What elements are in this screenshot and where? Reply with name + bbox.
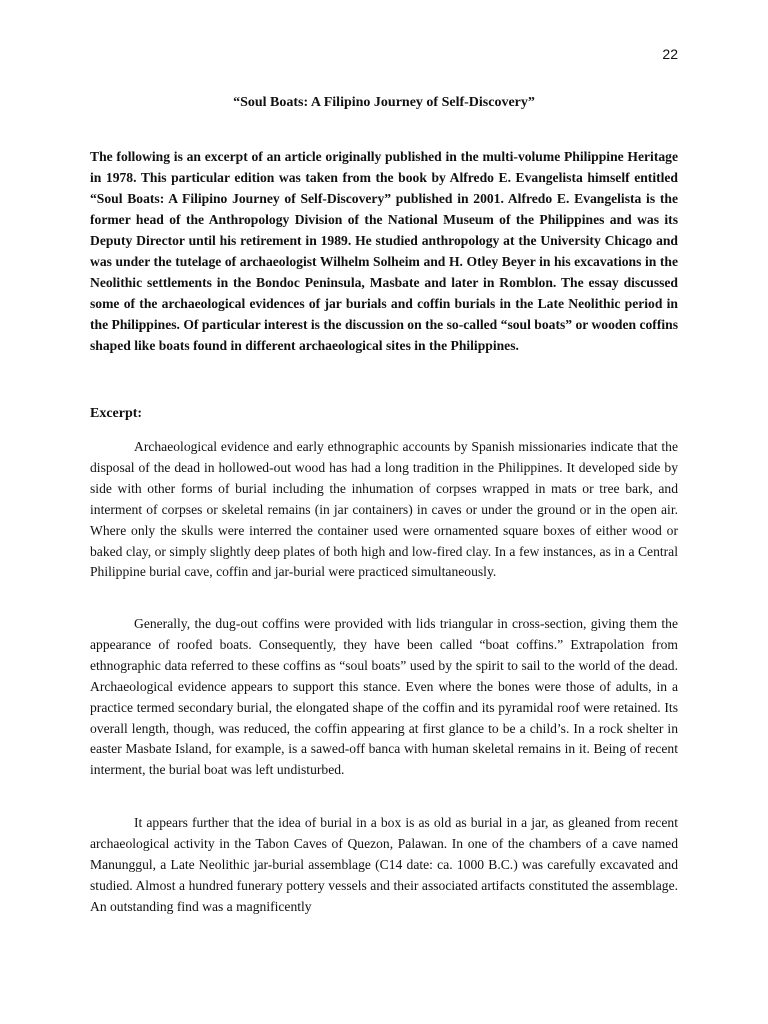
excerpt-paragraph-3: It appears further that the idea of burial in a box is as old as burial in a jar, as gleaned from recent archaeological activity in the Tabon Caves of Quezon, Palawan. In one of the chambers of a cave named Manunggul, a Late Neolithic jar-burial assemblage (C14 date: ca. 1000 B.C.) was carefully excavated and studied. Almost a hundred funerary pottery vessels and their associated artifacts constituted the assemblage. An outstanding find was a magnificently [90,815,678,914]
intro-paragraph: The following is an excerpt of an article originally published in the multi-volume Philippine Heritage in 1978. This particular edition was taken from the book by Alfredo E. Evangelista himself entitled “Soul Boats: A Filipino Journey of Self-Discovery” published in 2001. Alfredo E. Evangelista is the former head of the Anthropology Division of the National Museum of the Philippines and was its Deputy Director until his retirement in 1989. He studied anthropology at the University Chicago and was under the tutelage of archaeologist Wilhelm Solheim and H. Otley Beyer in his excavations in the Neolithic settlements in the Bondoc Peninsula, Masbate and later in Romblon. The essay discussed some of the archaeological evidences of jar burials and coffin burials in the Late Neolithic period in the Philippines. Of particular interest is the discussion on the so-called “soul boats” or wooden coffins shaped like boats found in different archaeological sites in the Philippines. [90,149,678,353]
excerpt-paragraph-1: Archaeological evidence and early ethnographic accounts by Spanish missionaries indicate that the disposal of the dead in hollowed-out wood has had a long tradition in the Philippines. It developed side by side with other forms of burial including the inhumation of corpses wrapped in mats or tree bark, and interment of corpses or skeletal remains (in jar containers) in caves or under the ground or in the open air. Where only the skulls were interred the container used were ornamented square boxes of either wood or baked clay, or simply slightly deep plates of both high and low-fired clay. In a few instances, as in a Central Philippine burial cave, coffin and jar-burial were practiced simultaneously. [90,439,678,580]
excerpt-paragraph-2: Generally, the dug-out coffins were provided with lids triangular in cross-section, giving them the appearance of roofed boats. Consequently, they have been called “boat coffins.” Extrapolation from ethnographic data referred to these coffins as “soul boats” used by the spirit to sail to the world of the dead. Archaeological evidence appears to support this stance. Even where the bones were those of adults, in a practice termed secondary burial, the elongated shape of the coffin and its pyramidal roof were retained. Its overall length, though, was reduced, the coffin appearing at first glance to be a child’s. In a rock shelter in easter Masbate Island, for example, is a sawed-off banca with human skeletal remains in it. Being of recent interment, the burial boat was left undisturbed. [90,616,678,778]
page-number: 22 [662,46,678,62]
excerpt-heading: Excerpt: [90,406,143,421]
article-title: “Soul Boats: A Filipino Journey of Self-Discovery” [233,95,535,110]
